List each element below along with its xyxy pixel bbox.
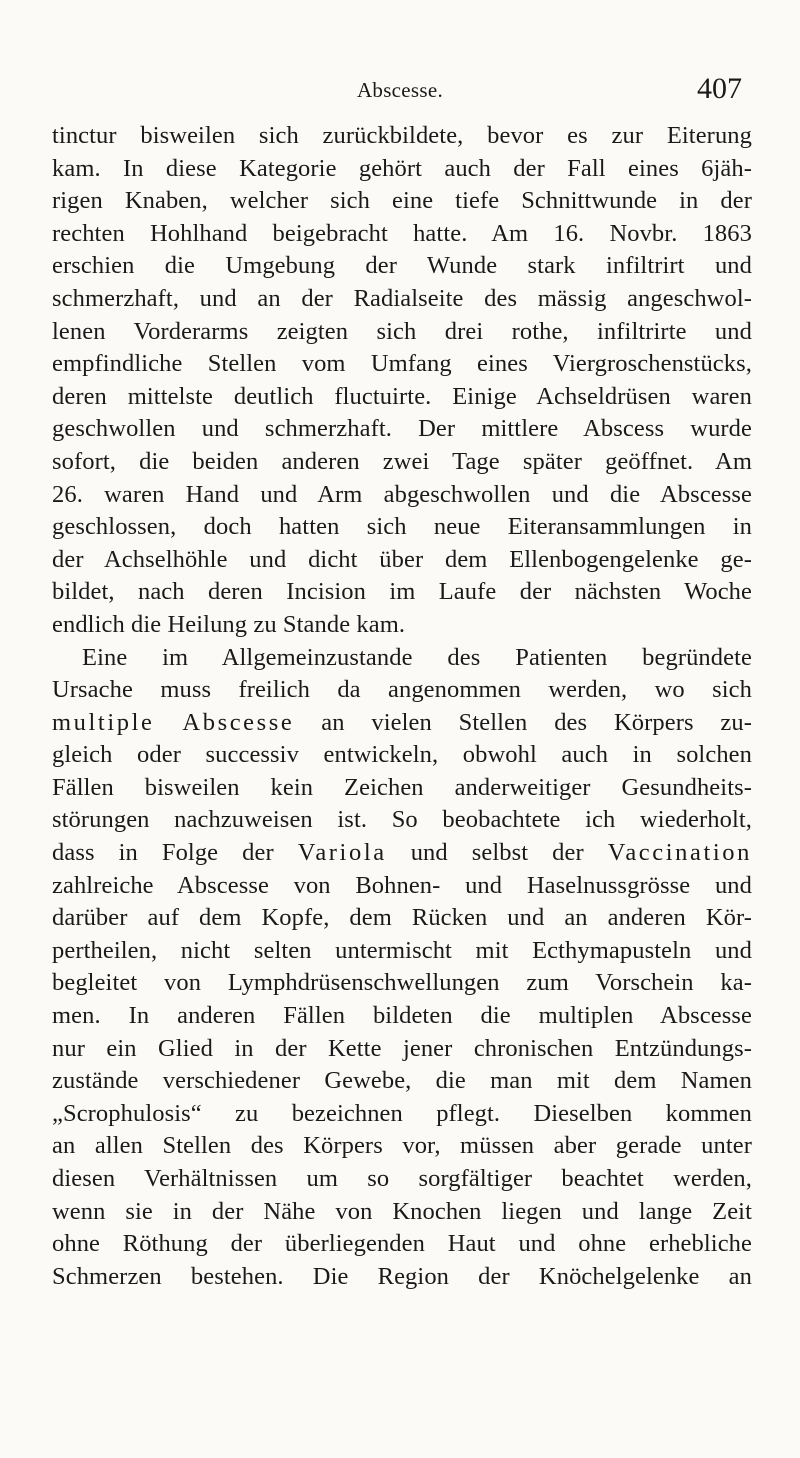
text-line: Fällen bisweilen kein Zeichen anderweitiger Gesundheits-: [52, 773, 752, 801]
text-line: zahlreiche Abscesse von Bohnen- und Haselnussgrösse und: [52, 871, 752, 899]
text-line: geschwollen und schmerzhaft. Der mittlere Abscess wurde: [52, 415, 752, 443]
text-line: lenen Vorderarms zeigten sich drei rothe, infiltrirte und: [52, 317, 752, 345]
text-line: tinctur bisweilen sich zurückbildete, bevor es zur Eiterung: [52, 122, 752, 149]
text-line: geschlossen, doch hatten sich neue Eiteransammlungen in: [52, 513, 752, 541]
paragraph-1: [52, 120, 752, 642]
text-line: darüber auf dem Kopfe, dem Rücken und an anderen Kör-: [52, 904, 752, 932]
text-line: Schmerzen bestehen. Die Region der Knöchelgelenke an: [52, 1262, 752, 1290]
text-line: pertheilen, nicht selten untermischt mit Ecthymapusteln und: [52, 936, 752, 964]
text-run: an vielen Stellen des Körpers zu-: [294, 708, 752, 736]
text-line: rigen Knaben, welcher sich eine tiefe Schnittwunde in der: [52, 187, 752, 215]
text-line: sofort, die beiden anderen zwei Tage später geöffnet. Am: [52, 447, 752, 475]
text-line: bildet, nach deren Incision im Laufe der nächsten Woche: [52, 578, 752, 606]
page-number: 407: [697, 72, 742, 105]
text-line: men. In anderen Fällen bildeten die multiplen Abscesse: [52, 1002, 752, 1030]
text-line: rechten Hohlhand beigebracht hatte. Am 16. Novbr. 1863: [52, 219, 752, 247]
text-line: erschien die Umgebung der Wunde stark infiltrirt und: [52, 252, 752, 280]
text-line: schmerzhaft, und an der Radialseite des mässig angeschwol-: [52, 284, 752, 312]
emphasized-term: multiple Abscesse: [52, 708, 295, 736]
running-header: [0, 72, 800, 112]
text-run: dass in Folge der: [52, 839, 298, 867]
text-line: Eine im Allgemeinzustande des Patienten begründete: [82, 643, 752, 671]
text-line: zustände verschiedener Gewebe, die man mit dem Namen: [52, 1067, 752, 1095]
text-line: 26. waren Hand und Arm abgeschwollen und die Abscesse: [52, 480, 752, 508]
text-line: begleitet von Lymphdrüsenschwellungen zum Vorschein ka-: [52, 969, 752, 997]
text-line: störungen nachzuweisen ist. So beobachtete ich wiederholt,: [52, 806, 752, 834]
text-line: kam. In diese Kategorie gehört auch der Fall eines 6jäh-: [52, 154, 752, 182]
text-line: empfindliche Stellen vom Umfang eines Viergroschenstücks,: [52, 350, 752, 378]
paragraph-2: [52, 642, 752, 1294]
text-line: ohne Röthung der überliegenden Haut und ohne erhebliche: [52, 1230, 752, 1258]
text-line: [52, 707, 752, 740]
body-text: [52, 120, 752, 1293]
text-line: deren mittelste deutlich fluctuirte. Einige Achseldrüsen waren: [52, 382, 752, 410]
running-title: Abscesse.: [356, 78, 444, 102]
text-line: nur ein Glied in der Kette jener chronischen Entzündungs-: [52, 1034, 752, 1062]
text-line: an allen Stellen des Körpers vor, müssen aber gerade unter: [52, 1132, 752, 1160]
text-line: diesen Verhältnissen um so sorgfältiger beachtet werden,: [52, 1165, 752, 1192]
text-line: „Scrophulosis“ zu bezeichnen pflegt. Dieselben kommen: [52, 1099, 752, 1127]
text-line: gleich oder successiv entwickeln, obwohl auch in solchen: [52, 741, 752, 769]
text-line: der Achselhöhle und dicht über dem Ellenbogengelenke ge-: [52, 545, 752, 573]
text-line: Ursache muss freilich da angenommen werden, wo sich: [52, 676, 752, 704]
text-line: [52, 837, 752, 870]
emphasized-term: Vaccination: [607, 839, 752, 867]
text-line: wenn sie in der Nähe von Knochen liegen und lange Zeit: [52, 1197, 752, 1225]
emphasized-term: Variola: [297, 839, 387, 867]
text-line: endlich die Heilung zu Stande kam.: [52, 610, 406, 638]
text-run: und selbst der: [386, 839, 608, 867]
